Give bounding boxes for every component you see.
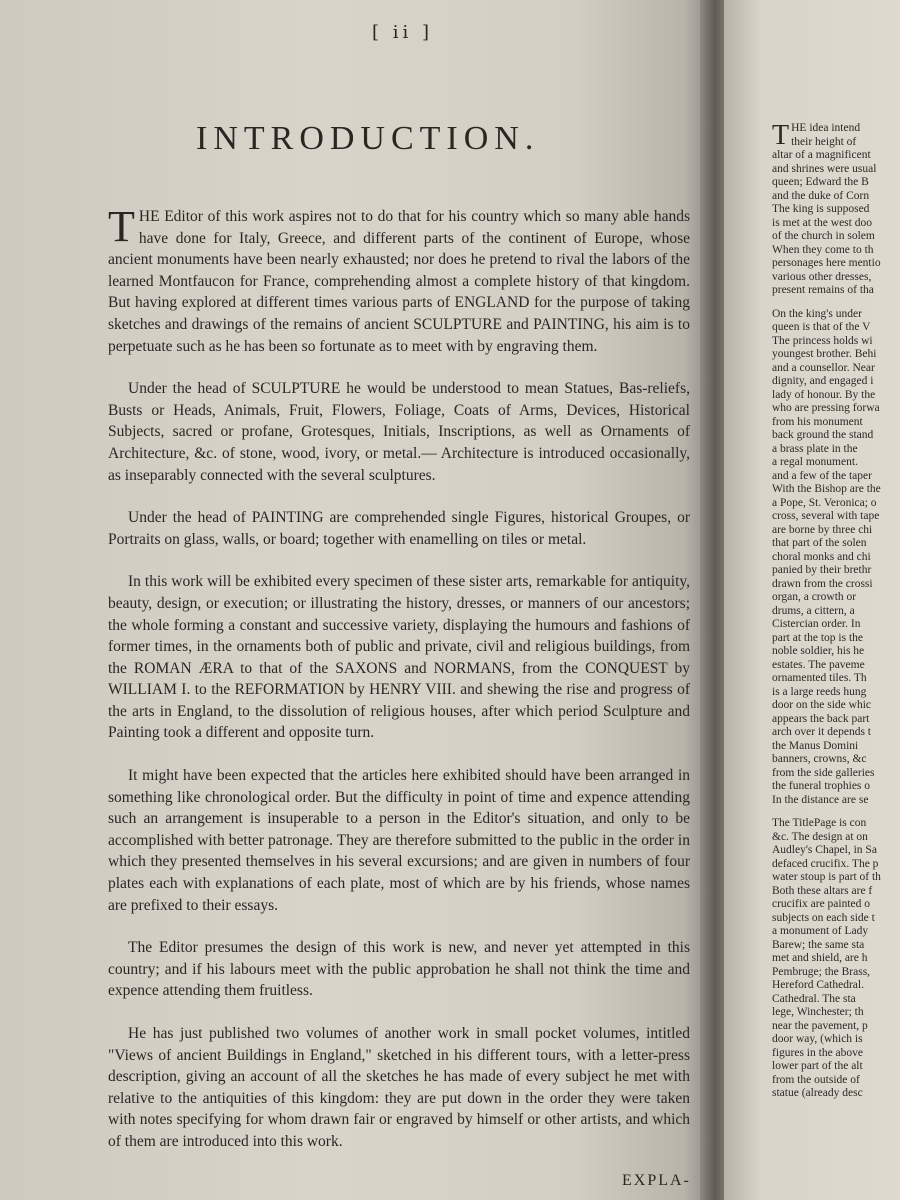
right-page-line: and shrines were usual bbox=[772, 162, 877, 175]
right-page-line: cross, several with tape bbox=[772, 510, 880, 522]
right-page-line: of the church in solem bbox=[772, 230, 875, 242]
right-page-line: lady of honour. By the bbox=[772, 388, 876, 401]
paragraph-1: THE Editor of this work aspires not to do that for his country which so many able hands have done for Italy, Greece, and different parts of the continent of Europe, whose ancient monuments have been nearly exhausted; nor does he pretend to rival the labors of the learned Montfaucon for France, comprehending almost a complete history of that kingdom. But having explored at different times various parts of ENGLAND for the purpose of taking sketches and drawings of the remains of ancient SCULPTURE and PAINTING, his aim is to perpetuate such as he has been so fortunate as to meet with by engraving them. bbox=[108, 202, 690, 355]
right-page-line: present remains of tha bbox=[772, 284, 874, 296]
right-page-line: choral monks and chi bbox=[772, 550, 871, 563]
right-page-line: from his monument bbox=[772, 415, 863, 428]
right-page-line: Audley's Chapel, in Sa bbox=[772, 844, 877, 856]
right-page-line: met and shield, are h bbox=[772, 952, 868, 964]
right-page-line: The king is supposed bbox=[772, 203, 870, 215]
right-page-line: crucifix are painted o bbox=[772, 898, 871, 910]
right-page-line: statue (already desc bbox=[772, 1087, 863, 1099]
right-page-line: door on the side whic bbox=[772, 699, 872, 711]
right-page-line: youngest brother. Behi bbox=[772, 348, 877, 360]
right-page-line: banners, crowns, &c bbox=[772, 753, 867, 765]
paragraph-3: Under the head of PAINTING are comprehended single Figures, historical Groupes, or Portraits on glass, walls, or board; together with enamelling on tiles or metal. bbox=[108, 509, 690, 548]
right-page-line: figures in the above bbox=[772, 1046, 864, 1059]
right-page-line: and a counsellor. Near bbox=[772, 361, 875, 374]
right-page-line: dignity, and engaged i bbox=[772, 375, 874, 387]
right-page-line: In the distance are se bbox=[772, 793, 869, 806]
paragraph-6: The Editor presumes the design of this work is new, and never yet attempted in this country; and if his labours meet with the public approbation he shall not think the time and expence attending them fruitless. bbox=[108, 939, 690, 1000]
right-page bbox=[724, 0, 900, 1200]
right-page-line: panied by their brethr bbox=[772, 564, 872, 576]
right-page-line: queen is that of the V bbox=[772, 321, 871, 333]
right-page-line bbox=[772, 298, 900, 308]
right-page-line: queen; Edward the B bbox=[772, 176, 869, 188]
catchword: EXPLA- bbox=[622, 1172, 691, 1189]
right-page-line: ornamented tiles. Th bbox=[772, 672, 867, 684]
right-page-line: drawn from the crossi bbox=[772, 577, 873, 590]
right-page-line: Hereford Cathedral. bbox=[772, 979, 864, 991]
right-page-line: are borne by three chi bbox=[772, 523, 873, 536]
right-page-line: from the outside of bbox=[772, 1073, 860, 1086]
right-page-line: HE idea intend bbox=[791, 122, 861, 134]
right-page-line: Pembruge; the Brass, bbox=[772, 965, 871, 978]
right-page-line: &c. The design at on bbox=[772, 830, 868, 843]
right-page-line: estates. The paveme bbox=[772, 658, 865, 671]
right-page-line: their height of bbox=[791, 135, 857, 148]
right-page-line: and the duke of Corn bbox=[772, 189, 870, 202]
right-page-text bbox=[772, 122, 900, 1101]
page-number: [ ii ] bbox=[372, 22, 434, 43]
right-page-line bbox=[772, 807, 900, 817]
drop-cap: T bbox=[108, 202, 135, 251]
right-page-line: drums, a cittern, a bbox=[772, 604, 855, 617]
right-page-line: water stoup is part of th bbox=[772, 871, 881, 883]
right-page-line: Cistercian order. In bbox=[772, 618, 861, 630]
right-page-line: back ground the stand bbox=[772, 429, 874, 441]
right-page-line: and a few of the taper bbox=[772, 469, 872, 482]
paragraph-2: Under the head of SCULPTURE he would be understood to mean Statues, Bas-reliefs, Busts or Heads, Animals, Fruit, Flowers, Foliage, Coats of Arms, Devices, Historical Subjects, sacred or profane, Grotesques, Initials, Inscriptions, as well as Ornaments of Architecture, &c. of stone, wood, ivory, or metal.— Architecture is introduced occasionally, as inseparably connected with the several sculptures. bbox=[108, 380, 690, 484]
right-page-line: a brass plate in the bbox=[772, 442, 858, 455]
paragraph-4: In this work will be exhibited every specimen of these sister arts, remarkable for antiquity, beauty, design, or execution; or illustrating the history, dresses, or manners of our ancestors; the whole forming a constant and successive variety, displaying the humours and fashions of former times, in the ornaments both of public and private, civil and religious buildings, from the ROMAN ÆRA to that of the SAXONS and NORMANS, from the CONQUEST by WILLIAM I. to the REFORMATION by HENRY VIII. and shewing the rise and progress of the arts in England, to the dissolution of religious houses, after which period Sculpture and Painting took a different and opposite turn. bbox=[108, 573, 690, 742]
right-page-line: The TitlePage is con bbox=[772, 817, 867, 829]
right-page-line: organ, a crowth or bbox=[772, 591, 857, 603]
right-page-line: On the king's under bbox=[772, 307, 862, 320]
right-page-line: various other dresses, bbox=[772, 270, 872, 283]
right-page-line: noble soldier, his he bbox=[772, 645, 865, 657]
right-page-line: Both these altars are f bbox=[772, 884, 873, 897]
right-page-line: is a large reeds hung bbox=[772, 685, 867, 698]
right-page-line: is met at the west doo bbox=[772, 216, 872, 229]
right-page-line: the funeral trophies o bbox=[772, 780, 871, 792]
right-page-line: lower part of the alt bbox=[772, 1060, 863, 1072]
right-page-line: personages here mentio bbox=[772, 257, 881, 269]
right-page-line: near the pavement, p bbox=[772, 1019, 868, 1032]
paragraph-7: He has just published two volumes of another work in small pocket volumes, intitled "Views of ancient Buildings in England," sketched in his different tours, with a letter-press description, giving an account of all the sketches he has made of every subject he met with relative to the antiquities of this kingdom: they are put down in the order they were taken with notes specifying for whom drawn fair or engraved by himself or other artists, and which of them are introduced into this work. bbox=[108, 1025, 690, 1150]
right-page-line: door way, (which is bbox=[772, 1033, 863, 1045]
right-page-line: With the Bishop are the bbox=[772, 483, 881, 495]
right-page-line: When they come to th bbox=[772, 243, 874, 256]
right-page-line: defaced crucifix. The p bbox=[772, 857, 879, 870]
right-page-line: Cathedral. The sta bbox=[772, 992, 856, 1005]
right-page-line: altar of a magnificent bbox=[772, 149, 871, 161]
introduction-body bbox=[108, 202, 690, 1174]
right-page-line: the Manus Domini bbox=[772, 739, 859, 752]
right-page-line: subjects on each side t bbox=[772, 911, 875, 924]
right-page-line: lege, Winchester; th bbox=[772, 1006, 864, 1018]
right-page-line: Barew; the same sta bbox=[772, 938, 865, 951]
right-drop-cap: T bbox=[772, 120, 790, 151]
right-page-line: a monument of Lady bbox=[772, 925, 869, 937]
right-page-line: a regal monument. bbox=[772, 456, 858, 468]
right-page-line: appears the back part bbox=[772, 712, 870, 725]
right-page-line: The princess holds wi bbox=[772, 334, 873, 347]
page-title: INTRODUCTION. bbox=[196, 120, 540, 157]
right-page-line: a Pope, St. Veronica; o bbox=[772, 496, 877, 509]
right-page-line: part at the top is the bbox=[772, 631, 864, 644]
right-page-line: who are pressing forwa bbox=[772, 402, 880, 414]
right-page-line: from the side galleries bbox=[772, 766, 875, 779]
paragraph-5: It might have been expected that the articles here exhibited should have been arranged in something like chronological order. But the difficulty in point of time and expence attending such an arrangement is insuperable to a person in the Editor's situation, and only to be accomplished with better patronage. They are therefore submitted to the public in the order in which they presented themselves in his several excursions; and are given in numbers of four plates each with explanations of each plate, most of which are by his friends, whose names are prefixed to their essays. bbox=[108, 767, 690, 914]
right-page-line: arch over it depends t bbox=[772, 726, 871, 738]
right-page-line: that part of the solen bbox=[772, 537, 867, 549]
